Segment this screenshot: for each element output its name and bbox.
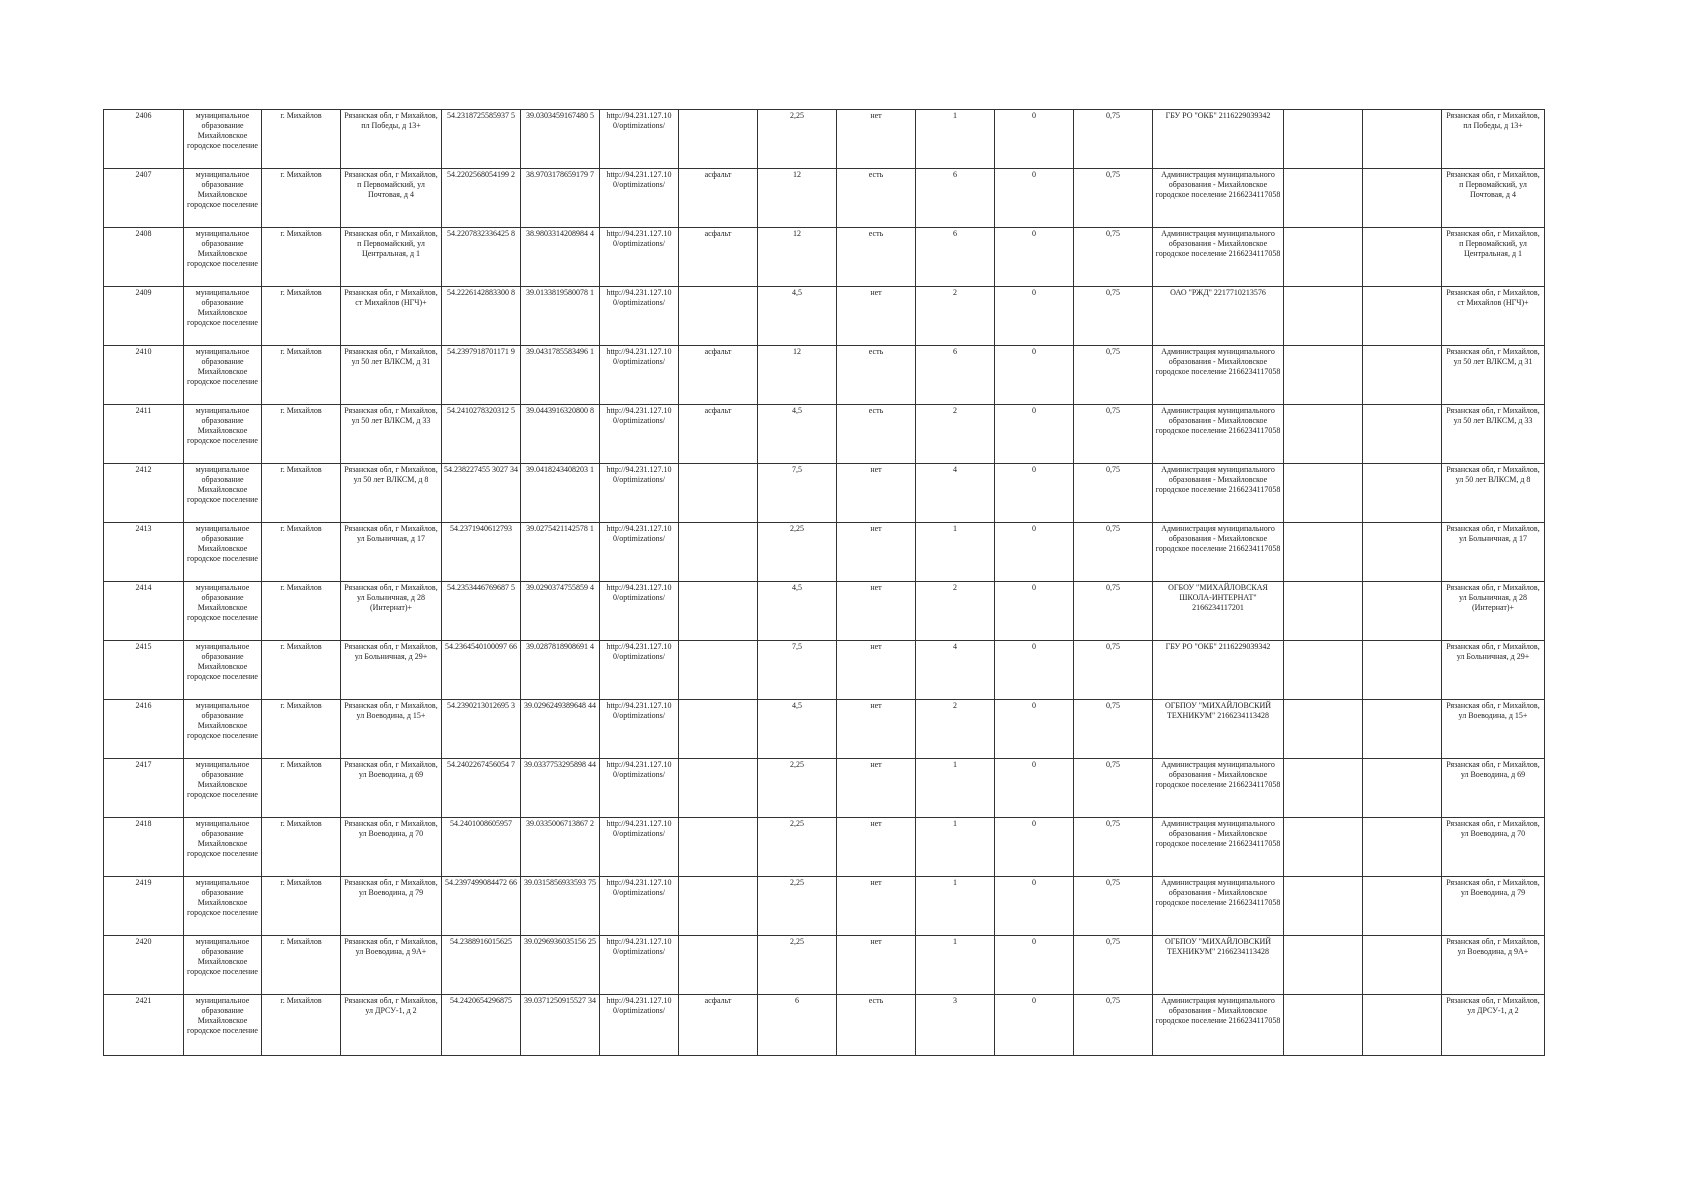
cell-city: г. Михайлов <box>262 641 341 700</box>
cell-city: г. Михайлов <box>262 523 341 582</box>
cell-container-count: 1 <box>916 759 995 818</box>
cell-latitude: 54.2410278320312 5 <box>442 405 521 464</box>
cell-empty-2 <box>1363 759 1442 818</box>
cell-container-count: 1 <box>916 877 995 936</box>
cell-link[interactable]: http://94.231.127.10 0/optimizations/ <box>600 995 679 1056</box>
cell-surface <box>679 523 758 582</box>
cell-longitude: 39.0371250915527 34 <box>521 995 600 1056</box>
cell-city: г. Михайлов <box>262 169 341 228</box>
cell-owner: ОГБОУ "МИХАЙЛОВСКАЯ ШКОЛА-ИНТЕРНАТ" 2166234117201 <box>1153 582 1284 641</box>
cell-address: Рязанская обл, г Михайлов, ул 50 лет ВЛКСМ, д 8 <box>341 464 442 523</box>
cell-latitude: 54.2402267456054 7 <box>442 759 521 818</box>
cell-container-count: 2 <box>916 700 995 759</box>
table-row <box>104 700 1545 759</box>
cell-empty-2 <box>1363 405 1442 464</box>
cell-longitude: 38.9703178659179 7 <box>521 169 600 228</box>
cell-empty-2 <box>1363 818 1442 877</box>
cell-city: г. Михайлов <box>262 877 341 936</box>
cell-empty-1 <box>1284 287 1363 346</box>
table-row <box>104 287 1545 346</box>
cell-empty-1 <box>1284 877 1363 936</box>
cell-municipality: муниципальное образование Михайловское городское поселение <box>184 641 262 700</box>
cell-municipality: муниципальное образование Михайловское городское поселение <box>184 405 262 464</box>
cell-empty-2 <box>1363 287 1442 346</box>
cell-owner: ОАО "РЖД" 2217710213576 <box>1153 287 1284 346</box>
cell-longitude: 39.0287818908691 4 <box>521 641 600 700</box>
cell-empty-1 <box>1284 110 1363 169</box>
cell-latitude: 54.2226142883300 8 <box>442 287 521 346</box>
cell-area: 4,5 <box>758 405 837 464</box>
cell-container-count: 3 <box>916 995 995 1056</box>
cell-latitude: 54.2420654296875 <box>442 995 521 1056</box>
cell-municipality: муниципальное образование Михайловское городское поселение <box>184 700 262 759</box>
cell-planned-count: 0 <box>995 464 1074 523</box>
cell-volume: 0,75 <box>1074 759 1153 818</box>
cell-volume: 0,75 <box>1074 346 1153 405</box>
cell-address: Рязанская обл, г Михайлов, ст Михайлов (НГЧ)+ <box>341 287 442 346</box>
cell-planned-count: 0 <box>995 700 1074 759</box>
cell-longitude: 39.0443916320800 8 <box>521 405 600 464</box>
cell-fence: есть <box>837 995 916 1056</box>
cell-id: 2418 <box>104 818 184 877</box>
cell-longitude: 38.9803314208984 4 <box>521 228 600 287</box>
cell-container-count: 4 <box>916 641 995 700</box>
cell-source: Рязанская обл, г Михайлов, ул Больничная, д 17 <box>1442 523 1545 582</box>
cell-municipality: муниципальное образование Михайловское городское поселение <box>184 877 262 936</box>
cell-source: Рязанская обл, г Михайлов, ул Воеводина, д 15+ <box>1442 700 1545 759</box>
cell-id: 2415 <box>104 641 184 700</box>
cell-empty-2 <box>1363 995 1442 1056</box>
cell-municipality: муниципальное образование Михайловское городское поселение <box>184 759 262 818</box>
cell-owner: ГБУ РО "ОКБ" 2116229039342 <box>1153 110 1284 169</box>
cell-address: Рязанская обл, г Михайлов, п Первомайский, ул Почтовая, д 4 <box>341 169 442 228</box>
cell-source: Рязанская обл, г Михайлов, ул Воеводина, д 70 <box>1442 818 1545 877</box>
cell-city: г. Михайлов <box>262 995 341 1056</box>
cell-latitude: 54.2388916015625 <box>442 936 521 995</box>
table-row <box>104 523 1545 582</box>
cell-empty-1 <box>1284 523 1363 582</box>
register-table <box>103 109 1545 1056</box>
cell-volume: 0,75 <box>1074 287 1153 346</box>
cell-container-count: 2 <box>916 582 995 641</box>
cell-latitude: 54.2371940612793 <box>442 523 521 582</box>
cell-id: 2409 <box>104 287 184 346</box>
cell-link[interactable]: http://94.231.127.10 0/optimizations/ <box>600 641 679 700</box>
cell-surface: асфальт <box>679 405 758 464</box>
cell-city: г. Михайлов <box>262 582 341 641</box>
cell-area: 12 <box>758 346 837 405</box>
cell-link[interactable]: http://94.231.127.10 0/optimizations/ <box>600 287 679 346</box>
cell-id: 2421 <box>104 995 184 1056</box>
cell-id: 2414 <box>104 582 184 641</box>
cell-container-count: 2 <box>916 405 995 464</box>
cell-empty-2 <box>1363 523 1442 582</box>
cell-container-count: 1 <box>916 110 995 169</box>
cell-empty-1 <box>1284 346 1363 405</box>
cell-area: 2,25 <box>758 877 837 936</box>
cell-surface <box>679 700 758 759</box>
cell-link[interactable]: http://94.231.127.10 0/optimizations/ <box>600 759 679 818</box>
cell-volume: 0,75 <box>1074 169 1153 228</box>
cell-planned-count: 0 <box>995 405 1074 464</box>
cell-surface: асфальт <box>679 346 758 405</box>
cell-area: 12 <box>758 228 837 287</box>
table-row <box>104 169 1545 228</box>
cell-fence: нет <box>837 641 916 700</box>
cell-surface <box>679 464 758 523</box>
cell-container-count: 2 <box>916 287 995 346</box>
cell-planned-count: 0 <box>995 346 1074 405</box>
cell-area: 12 <box>758 169 837 228</box>
cell-planned-count: 0 <box>995 287 1074 346</box>
cell-id: 2416 <box>104 700 184 759</box>
cell-source: Рязанская обл, г Михайлов, ул Воеводина, д 69 <box>1442 759 1545 818</box>
cell-link[interactable]: http://94.231.127.10 0/optimizations/ <box>600 228 679 287</box>
cell-source: Рязанская обл, г Михайлов, п Первомайский, ул Почтовая, д 4 <box>1442 169 1545 228</box>
cell-fence: нет <box>837 287 916 346</box>
cell-fence: нет <box>837 464 916 523</box>
cell-volume: 0,75 <box>1074 877 1153 936</box>
cell-fence: есть <box>837 405 916 464</box>
cell-latitude: 54.2401008605957 <box>442 818 521 877</box>
cell-owner: Администрация муниципального образования - Михайловское городское поселение 2166234117058 <box>1153 523 1284 582</box>
cell-empty-2 <box>1363 877 1442 936</box>
cell-fence: есть <box>837 228 916 287</box>
cell-municipality: муниципальное образование Михайловское городское поселение <box>184 995 262 1056</box>
cell-volume: 0,75 <box>1074 405 1153 464</box>
cell-source: Рязанская обл, г Михайлов, ул 50 лет ВЛКСМ, д 31 <box>1442 346 1545 405</box>
cell-city: г. Михайлов <box>262 405 341 464</box>
cell-city: г. Михайлов <box>262 818 341 877</box>
cell-latitude: 54.2207832336425 8 <box>442 228 521 287</box>
cell-city: г. Михайлов <box>262 700 341 759</box>
cell-address: Рязанская обл, г Михайлов, ул 50 лет ВЛКСМ, д 31 <box>341 346 442 405</box>
cell-address: Рязанская обл, г Михайлов, ул Больничная, д 28 (Интернат)+ <box>341 582 442 641</box>
cell-container-count: 4 <box>916 464 995 523</box>
cell-area: 2,25 <box>758 110 837 169</box>
cell-planned-count: 0 <box>995 582 1074 641</box>
cell-address: Рязанская обл, г Михайлов, ул 50 лет ВЛКСМ, д 33 <box>341 405 442 464</box>
cell-surface: асфальт <box>679 995 758 1056</box>
table-row <box>104 936 1545 995</box>
cell-longitude: 39.0337753295898 44 <box>521 759 600 818</box>
cell-address: Рязанская обл, г Михайлов, ул Воеводина, д 15+ <box>341 700 442 759</box>
cell-planned-count: 0 <box>995 228 1074 287</box>
cell-address: Рязанская обл, г Михайлов, ул Воеводина, д 9А+ <box>341 936 442 995</box>
cell-planned-count: 0 <box>995 877 1074 936</box>
cell-empty-1 <box>1284 700 1363 759</box>
cell-empty-2 <box>1363 936 1442 995</box>
cell-source: Рязанская обл, г Михайлов, ул Больничная, д 28 (Интернат)+ <box>1442 582 1545 641</box>
cell-municipality: муниципальное образование Михайловское городское поселение <box>184 523 262 582</box>
cell-municipality: муниципальное образование Михайловское городское поселение <box>184 464 262 523</box>
cell-source: Рязанская обл, г Михайлов, ул Воеводина, д 79 <box>1442 877 1545 936</box>
cell-longitude: 39.0418243408203 1 <box>521 464 600 523</box>
cell-address: Рязанская обл, г Михайлов, ул Воеводина, д 69 <box>341 759 442 818</box>
cell-fence: нет <box>837 700 916 759</box>
cell-id: 2406 <box>104 110 184 169</box>
cell-longitude: 39.0335006713867 2 <box>521 818 600 877</box>
cell-empty-2 <box>1363 110 1442 169</box>
cell-planned-count: 0 <box>995 818 1074 877</box>
cell-planned-count: 0 <box>995 523 1074 582</box>
cell-latitude: 54.2390213012695 3 <box>442 700 521 759</box>
cell-id: 2412 <box>104 464 184 523</box>
cell-planned-count: 0 <box>995 110 1074 169</box>
cell-id: 2407 <box>104 169 184 228</box>
cell-municipality: муниципальное образование Михайловское городское поселение <box>184 228 262 287</box>
cell-longitude: 39.0290374755859 4 <box>521 582 600 641</box>
cell-municipality: муниципальное образование Михайловское городское поселение <box>184 110 262 169</box>
cell-empty-2 <box>1363 464 1442 523</box>
cell-city: г. Михайлов <box>262 228 341 287</box>
cell-address: Рязанская обл, г Михайлов, пл Победы, д 13+ <box>341 110 442 169</box>
cell-link[interactable]: http://94.231.127.10 0/optimizations/ <box>600 523 679 582</box>
cell-owner: Администрация муниципального образования - Михайловское городское поселение 2166234117058 <box>1153 228 1284 287</box>
cell-owner: Администрация муниципального образования - Михайловское городское поселение 2166234117058 <box>1153 877 1284 936</box>
cell-link[interactable]: http://94.231.127.10 0/optimizations/ <box>600 818 679 877</box>
cell-empty-2 <box>1363 582 1442 641</box>
cell-latitude: 54.2202568054199 2 <box>442 169 521 228</box>
cell-volume: 0,75 <box>1074 641 1153 700</box>
cell-municipality: муниципальное образование Михайловское городское поселение <box>184 287 262 346</box>
cell-volume: 0,75 <box>1074 228 1153 287</box>
table-row <box>104 995 1545 1056</box>
cell-address: Рязанская обл, г Михайлов, ул Воеводина, д 70 <box>341 818 442 877</box>
cell-empty-1 <box>1284 995 1363 1056</box>
cell-empty-2 <box>1363 228 1442 287</box>
table-row <box>104 228 1545 287</box>
cell-owner: Администрация муниципального образования - Михайловское городское поселение 2166234117058 <box>1153 346 1284 405</box>
cell-area: 2,25 <box>758 759 837 818</box>
cell-latitude: 54.2318725585937 5 <box>442 110 521 169</box>
cell-municipality: муниципальное образование Михайловское городское поселение <box>184 582 262 641</box>
cell-fence: есть <box>837 346 916 405</box>
table-body <box>104 110 1545 1056</box>
cell-source: Рязанская обл, г Михайлов, ул Воеводина, д 9А+ <box>1442 936 1545 995</box>
cell-container-count: 1 <box>916 818 995 877</box>
cell-surface <box>679 759 758 818</box>
cell-owner: Администрация муниципального образования - Михайловское городское поселение 2166234117058 <box>1153 464 1284 523</box>
table-row <box>104 346 1545 405</box>
cell-surface <box>679 582 758 641</box>
cell-municipality: муниципальное образование Михайловское городское поселение <box>184 936 262 995</box>
cell-city: г. Михайлов <box>262 936 341 995</box>
cell-container-count: 1 <box>916 523 995 582</box>
cell-address: Рязанская обл, г Михайлов, ул ДРСУ-1, д 2 <box>341 995 442 1056</box>
cell-area: 2,25 <box>758 818 837 877</box>
cell-planned-count: 0 <box>995 936 1074 995</box>
cell-area: 7,5 <box>758 641 837 700</box>
cell-owner: Администрация муниципального образования - Михайловское городское поселение 2166234117058 <box>1153 169 1284 228</box>
cell-municipality: муниципальное образование Михайловское городское поселение <box>184 169 262 228</box>
cell-source: Рязанская обл, г Михайлов, ул ДРСУ-1, д 2 <box>1442 995 1545 1056</box>
cell-planned-count: 0 <box>995 995 1074 1056</box>
cell-id: 2411 <box>104 405 184 464</box>
cell-area: 6 <box>758 995 837 1056</box>
cell-link[interactable]: http://94.231.127.10 0/optimizations/ <box>600 169 679 228</box>
cell-fence: нет <box>837 818 916 877</box>
cell-surface <box>679 936 758 995</box>
cell-volume: 0,75 <box>1074 936 1153 995</box>
cell-empty-2 <box>1363 346 1442 405</box>
cell-address: Рязанская обл, г Михайлов, ул Воеводина, д 79 <box>341 877 442 936</box>
register-sheet <box>103 109 1542 1056</box>
cell-id: 2420 <box>104 936 184 995</box>
cell-surface <box>679 641 758 700</box>
cell-container-count: 1 <box>916 936 995 995</box>
cell-volume: 0,75 <box>1074 464 1153 523</box>
cell-volume: 0,75 <box>1074 110 1153 169</box>
cell-fence: нет <box>837 936 916 995</box>
cell-municipality: муниципальное образование Михайловское городское поселение <box>184 818 262 877</box>
cell-city: г. Михайлов <box>262 110 341 169</box>
table-row <box>104 405 1545 464</box>
cell-link[interactable]: http://94.231.127.10 0/optimizations/ <box>600 877 679 936</box>
cell-source: Рязанская обл, г Михайлов, ул 50 лет ВЛКСМ, д 8 <box>1442 464 1545 523</box>
table-row <box>104 110 1545 169</box>
cell-longitude: 39.0315856933593 75 <box>521 877 600 936</box>
cell-empty-1 <box>1284 818 1363 877</box>
cell-owner: ОГБПОУ "МИХАЙЛОВСКИЙ ТЕХНИКУМ" 2166234113428 <box>1153 700 1284 759</box>
cell-latitude: 54.2397499084472 66 <box>442 877 521 936</box>
cell-volume: 0,75 <box>1074 523 1153 582</box>
cell-address: Рязанская обл, г Михайлов, ул Больничная, д 17 <box>341 523 442 582</box>
cell-empty-2 <box>1363 169 1442 228</box>
cell-volume: 0,75 <box>1074 818 1153 877</box>
cell-address: Рязанская обл, г Михайлов, п Первомайский, ул Центральная, д 1 <box>341 228 442 287</box>
cell-owner: Администрация муниципального образования - Михайловское городское поселение 2166234117058 <box>1153 995 1284 1056</box>
cell-surface <box>679 110 758 169</box>
cell-planned-count: 0 <box>995 641 1074 700</box>
cell-container-count: 6 <box>916 346 995 405</box>
cell-fence: нет <box>837 110 916 169</box>
cell-link[interactable]: http://94.231.127.10 0/optimizations/ <box>600 110 679 169</box>
table-row <box>104 759 1545 818</box>
cell-owner: ГБУ РО "ОКБ" 2116229039342 <box>1153 641 1284 700</box>
cell-longitude: 39.0275421142578 1 <box>521 523 600 582</box>
cell-link[interactable]: http://94.231.127.10 0/optimizations/ <box>600 346 679 405</box>
cell-city: г. Михайлов <box>262 346 341 405</box>
cell-owner: Администрация муниципального образования - Михайловское городское поселение 2166234117058 <box>1153 759 1284 818</box>
cell-latitude: 54.2353446769687 5 <box>442 582 521 641</box>
cell-municipality: муниципальное образование Михайловское городское поселение <box>184 346 262 405</box>
cell-empty-1 <box>1284 464 1363 523</box>
cell-empty-1 <box>1284 169 1363 228</box>
cell-container-count: 6 <box>916 228 995 287</box>
cell-id: 2419 <box>104 877 184 936</box>
cell-id: 2417 <box>104 759 184 818</box>
cell-longitude: 39.0303459167480 5 <box>521 110 600 169</box>
cell-planned-count: 0 <box>995 759 1074 818</box>
cell-city: г. Михайлов <box>262 464 341 523</box>
cell-empty-1 <box>1284 228 1363 287</box>
cell-source: Рязанская обл, г Михайлов, пл Победы, д 13+ <box>1442 110 1545 169</box>
cell-fence: нет <box>837 582 916 641</box>
table-row <box>104 641 1545 700</box>
cell-fence: нет <box>837 523 916 582</box>
cell-area: 2,25 <box>758 936 837 995</box>
cell-surface <box>679 818 758 877</box>
cell-latitude: 54.2364540100097 66 <box>442 641 521 700</box>
cell-empty-2 <box>1363 700 1442 759</box>
cell-volume: 0,75 <box>1074 582 1153 641</box>
cell-area: 7,5 <box>758 464 837 523</box>
cell-source: Рязанская обл, г Михайлов, ул 50 лет ВЛКСМ, д 33 <box>1442 405 1545 464</box>
cell-volume: 0,75 <box>1074 700 1153 759</box>
cell-longitude: 39.0133819580078 1 <box>521 287 600 346</box>
cell-empty-1 <box>1284 936 1363 995</box>
cell-link[interactable]: http://94.231.127.10 0/optimizations/ <box>600 464 679 523</box>
table-row <box>104 464 1545 523</box>
cell-surface <box>679 877 758 936</box>
cell-city: г. Михайлов <box>262 759 341 818</box>
cell-id: 2413 <box>104 523 184 582</box>
table-row <box>104 877 1545 936</box>
table-row <box>104 818 1545 877</box>
cell-volume: 0,75 <box>1074 995 1153 1056</box>
cell-link[interactable]: http://94.231.127.10 0/optimizations/ <box>600 936 679 995</box>
cell-empty-1 <box>1284 641 1363 700</box>
cell-latitude: 54.2397918701171 9 <box>442 346 521 405</box>
cell-source: Рязанская обл, г Михайлов, п Первомайский, ул Центральная, д 1 <box>1442 228 1545 287</box>
cell-empty-1 <box>1284 405 1363 464</box>
cell-owner: Администрация муниципального образования - Михайловское городское поселение 2166234117058 <box>1153 405 1284 464</box>
cell-empty-2 <box>1363 641 1442 700</box>
cell-area: 4,5 <box>758 582 837 641</box>
cell-longitude: 39.0296249389648 44 <box>521 700 600 759</box>
cell-source: Рязанская обл, г Михайлов, ст Михайлов (НГЧ)+ <box>1442 287 1545 346</box>
cell-id: 2408 <box>104 228 184 287</box>
cell-fence: нет <box>837 877 916 936</box>
cell-latitude: 54.238227455 3027 34 <box>442 464 521 523</box>
cell-source: Рязанская обл, г Михайлов, ул Больничная, д 29+ <box>1442 641 1545 700</box>
cell-fence: есть <box>837 169 916 228</box>
cell-id: 2410 <box>104 346 184 405</box>
cell-city: г. Михайлов <box>262 287 341 346</box>
cell-area: 4,5 <box>758 287 837 346</box>
cell-container-count: 6 <box>916 169 995 228</box>
cell-owner: ОГБПОУ "МИХАЙЛОВСКИЙ ТЕХНИКУМ" 2166234113428 <box>1153 936 1284 995</box>
cell-empty-1 <box>1284 759 1363 818</box>
cell-longitude: 39.0431785583496 1 <box>521 346 600 405</box>
cell-surface: асфальт <box>679 228 758 287</box>
cell-address: Рязанская обл, г Михайлов, ул Больничная, д 29+ <box>341 641 442 700</box>
cell-fence: нет <box>837 759 916 818</box>
cell-area: 4,5 <box>758 700 837 759</box>
cell-empty-1 <box>1284 582 1363 641</box>
table-row <box>104 582 1545 641</box>
cell-link[interactable]: http://94.231.127.10 0/optimizations/ <box>600 582 679 641</box>
cell-link[interactable]: http://94.231.127.10 0/optimizations/ <box>600 405 679 464</box>
cell-link[interactable]: http://94.231.127.10 0/optimizations/ <box>600 700 679 759</box>
cell-surface: асфальт <box>679 169 758 228</box>
cell-longitude: 39.0296936035156 25 <box>521 936 600 995</box>
cell-surface <box>679 287 758 346</box>
cell-planned-count: 0 <box>995 169 1074 228</box>
cell-area: 2,25 <box>758 523 837 582</box>
cell-owner: Администрация муниципального образования - Михайловское городское поселение 2166234117058 <box>1153 818 1284 877</box>
